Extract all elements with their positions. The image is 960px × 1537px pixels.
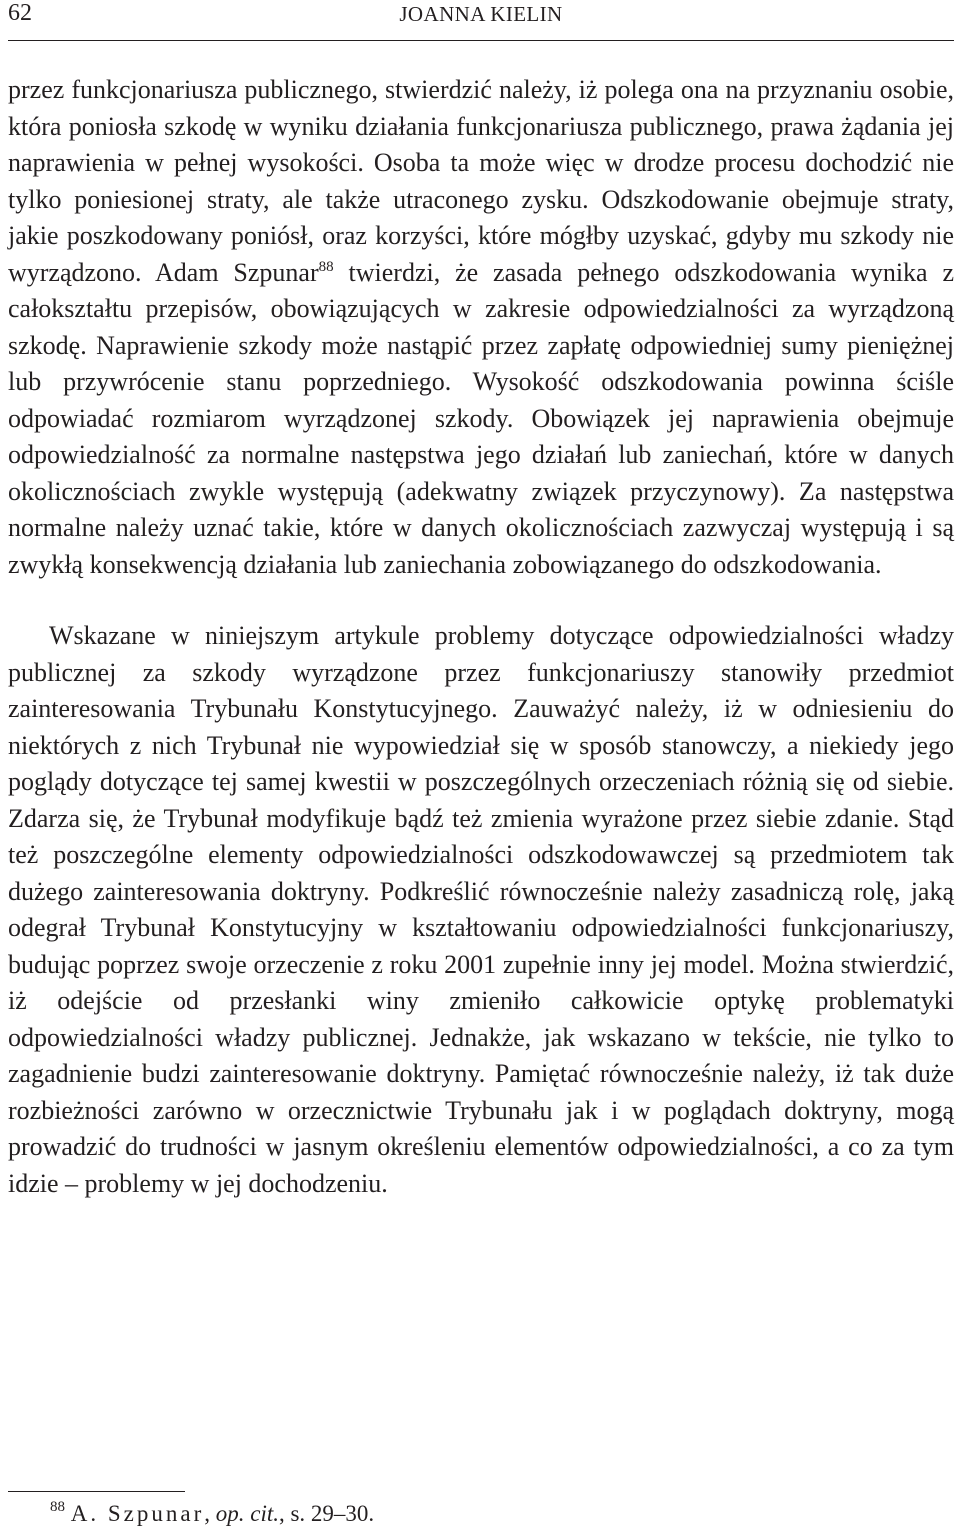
footnote-number: 88 <box>50 1499 65 1515</box>
paragraph-1-text-b: twierdzi, że zasada pełnego odszkodowania wynika z całokształtu przepisów, obowiązujących w zakresie odpowiedzialności za wyrządzoną szkodę. Naprawienie szkody może nastąpić przez zapłatę odpowiedniej sumy pieniężnej lub przywrócenie stanu poprzedniego. Wysokość odszkodowania powinna ściśle odpowiadać rozmiarom wyrządzonej szkody. Obowiązek jej naprawienia obejmuje odpowiedzialność za normalne następstwa jego działań lub zaniechań, które w danych okolicznościach zwykle występują (adekwatny związek przyczynowy). Za następstwa normalne należy uznać takie, które w danych okolicznościach zazwyczaj występują i są zwykłą konsekwencją działania lub zaniechania zobowiązanego do odszkodowania. <box>8 257 955 579</box>
paragraph-1-text-a: przez funkcjonariusza publicznego, stwierdzić należy, iż polega ona na przyznaniu osobie, która poniosła szkodę w wyniku działania funkcjonariusza publicznego, prawa żądania jej naprawienia w pełnej wysokości. Osoba ta może więc w drodze procesu dochodzić nie tylko poniesionej straty, ale także utraconego zysku. Odszkodowanie obejmuje straty, jakie poszkodowany poniósł, oraz korzyści, które mógłby uzyskać, gdyby mu szkody nie wyrządzono. Adam Szpunar <box>8 75 954 287</box>
body-text <box>8 72 954 1202</box>
footnote-divider <box>8 1491 185 1492</box>
running-title-author: JOANNA KIELIN <box>399 2 563 26</box>
page-number: 62 <box>8 0 32 26</box>
footnote-author: A. Szpunar <box>70 1501 205 1526</box>
footnote-pages: , s. 29–30. <box>278 1501 375 1526</box>
paragraph-1 <box>8 72 954 583</box>
footnote-source: op. cit. <box>215 1501 279 1526</box>
footnote-88: $^{88}$ A. Szpunar, op. cit., s. 29–30. <box>50 1499 375 1526</box>
running-head <box>8 0 954 41</box>
footnote-reference: 88 <box>318 258 334 275</box>
paragraph-2: Wskazane w niniejszym artykule problemy dotyczące odpowiedzialności władzy publicznej za szkody wyrządzone przez funkcjonariuszy stanowiły przedmiot zainteresowania Trybunału Konstytucyjnego. Zauważyć należy, iż w odniesieniu do niektórych z nich Trybunał nie wypowiedział się w sposób stanowczy, a niekiedy jego poglądy dotyczące tej samej kwestii w poszczególnych orzeczeniach różnią się od siebie. Zdarza się, że Trybunał modyfikuje bądź też zmienia wyrażone przez siebie zdanie. Stąd też poszczególne elementy odpowiedzialności odszkodowawczej są przedmiotem tak dużego zainteresowania doktryny. Podkreślić równocześnie należy zasadniczą rolę, jaką odegrał Trybunał Konstytucyjny w kształtowaniu odpowiedzialności funkcjonariuszy, budując poprzez swoje orzeczenie z roku 2001 zupełnie inny jej model. Można stwierdzić, iż odejście od przesłanki winy zmieniło całkowicie optykę problematyki odpowiedzialności władzy publicznej. Jednakże, jak wskazano w tekście, nie tylko to zagadnienie budzi zainteresowanie doktryny. Pamiętać równocześnie należy, iż tak duże rozbieżności zarówno w orzecznictwie Trybunału jak i w poglądach doktryny, mogą prowadzić do trudności w jasnym określeniu elementów odpowiedzialności, a co za tym idzie – problemy w jej dochodzeniu. <box>8 621 954 1198</box>
